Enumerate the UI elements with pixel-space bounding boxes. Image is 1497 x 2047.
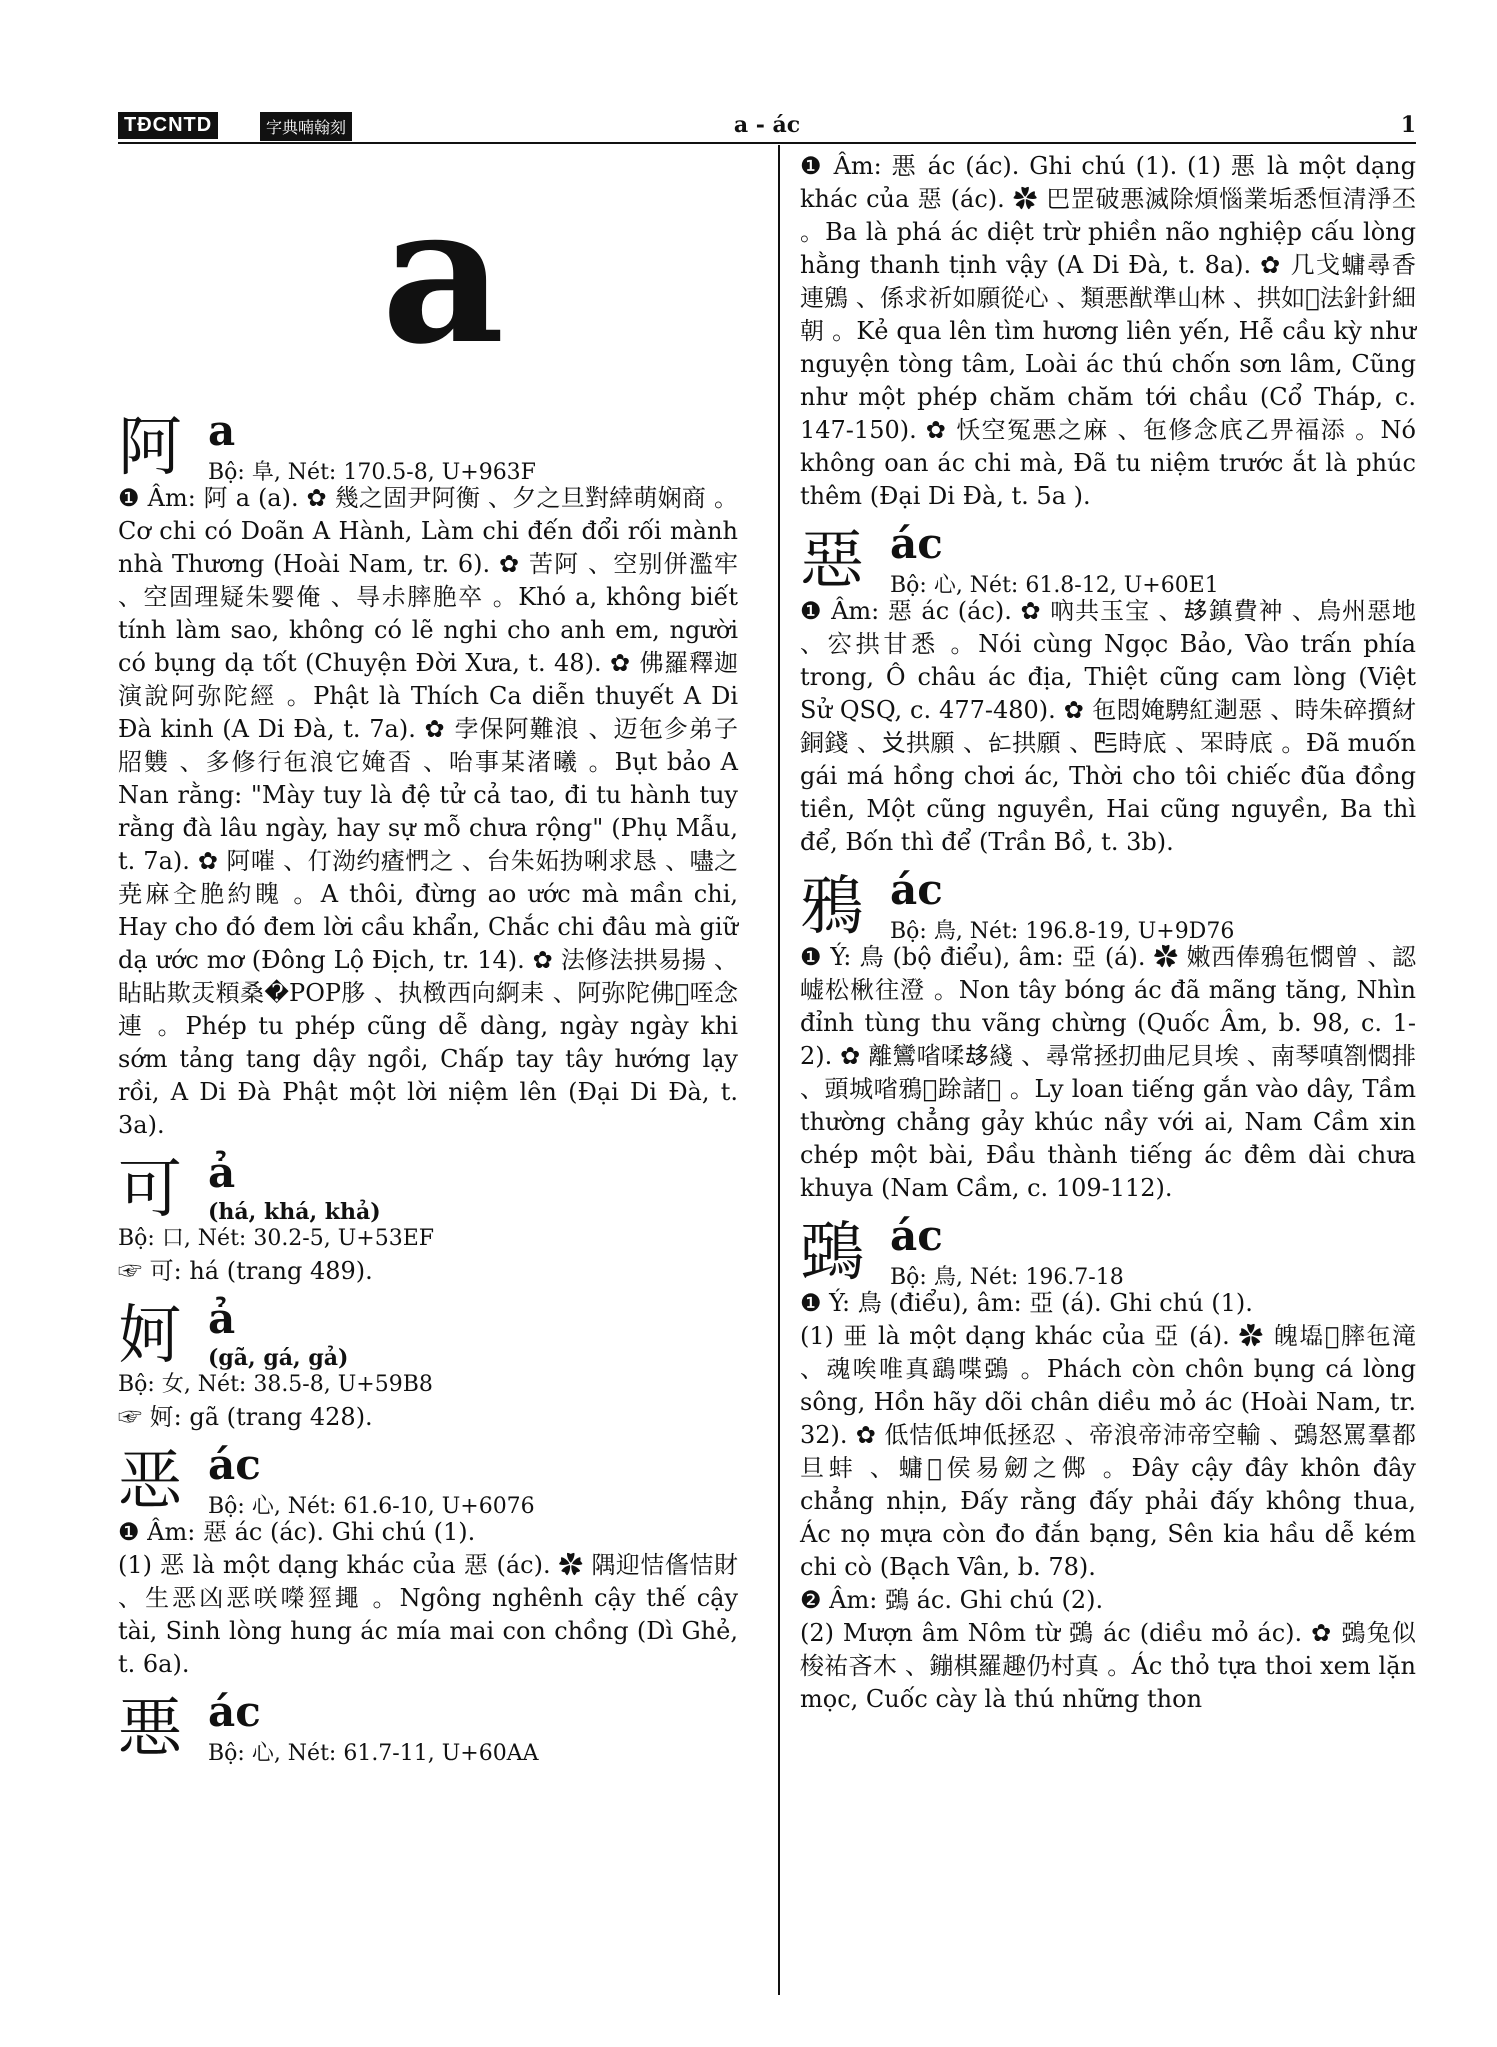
entry-head bbox=[800, 865, 1416, 944]
alternate-readings: (há, khá, khả) bbox=[208, 1199, 381, 1225]
headword-reading: ác bbox=[890, 519, 943, 568]
logo: TĐCNTD bbox=[118, 112, 218, 139]
note-text: (1) 亜 là một dạng khác của 亞 (á). ✿ 魄𡓃𡽫膟㐌滝 、魂唉唯真鷂喋鵶 。Phách còn chôn bụng cá lòng sông, Hồn hãy dõi chân diều mỏ ác (Hoài Nam, tr. 32). ✿ 低恄低坤低拯忍 、帝浪帝沛帝空輸 、鵶怒罵羣都旦蚌 、䗤𡗉侯易劒之䣏 。Đây cậy đây khôn đây chẳng nhịn, Đấy rằng đấy phải đấy không thua, Ác nọ mựa còn đo đắn bạng, Sên kia hầu dễ kém chi cò (Bạch Vân, b. 78). bbox=[800, 1322, 1416, 1581]
radical-info: Bộ: 女, Nét: 38.5-8, U+59B8 bbox=[118, 1372, 433, 1397]
radical-info: Bộ: 鳥, Nét: 196.8-19, U+9D76 bbox=[890, 919, 1235, 944]
headword-reading: ác bbox=[208, 1440, 261, 1489]
sense-text-2: ❷ Âm: 鵶 ác. Ghi chú (2). bbox=[800, 1586, 1104, 1614]
headword-reading: ác bbox=[890, 1211, 943, 1260]
entry bbox=[800, 519, 1416, 859]
entry-continuation bbox=[800, 150, 1416, 513]
section-letter: a bbox=[381, 163, 505, 386]
page-title: a - ác bbox=[733, 112, 801, 138]
radical-info: Bộ: 心, Nét: 61.8-12, U+60E1 bbox=[890, 573, 1219, 598]
headword-reading: ả bbox=[208, 1294, 236, 1343]
entry-head bbox=[118, 406, 738, 485]
entry bbox=[118, 1148, 738, 1288]
alternate-readings: (gã, gá, gả) bbox=[208, 1345, 349, 1371]
headword-han: 鴉 bbox=[800, 870, 864, 944]
headword-han: 鵶 bbox=[800, 1216, 864, 1290]
headword-reading: a bbox=[208, 406, 236, 455]
headword-reading: ả bbox=[208, 1148, 236, 1197]
headword-han: 惡 bbox=[800, 524, 864, 598]
radical-info: Bộ: 鳥, Nét: 196.7-18 bbox=[890, 1265, 1124, 1290]
sense-text: ❶ Âm: 惡 ác (ác). ✿ 吶共玉宝 、𠫾鎮費衶 、烏州惡地 、㝐拱甘悉 。Nói cùng Ngọc Bảo, Vào trấn phía trong, Ô châu ác địa, Thiệt cũng cam lòng (Việt Sử QSQ, c. 477-480). ✿ 㐌悶㛪騁紅𨔈惡 、時朱碎㩫䊷銅錢 、𠬠拱願 、𠄩拱願 、𠀧時底 、𦊚時底 。Đã muốn gái má hồng chơi ác, Thời cho tôi chiếc đũa đồng tiền, Một cũng nguyền, Hai cũng nguyền, Ba thì để, Bốn thì để (Trần Bồ, t. 3b). bbox=[800, 597, 1416, 856]
cross-reference: ☞ 可: há (trang 489). bbox=[118, 1257, 373, 1285]
page-header bbox=[118, 112, 1416, 144]
entry bbox=[800, 1211, 1416, 1716]
radical-info: Bộ: 心, Nét: 61.7-11, U+60AA bbox=[208, 1741, 539, 1766]
logo-secondary: 字典喃翰刻 bbox=[260, 112, 352, 141]
entry-head bbox=[800, 519, 1416, 598]
column-divider bbox=[778, 145, 780, 1995]
sense-text: ❶ Ý: 鳥 (điểu), âm: 亞 (á). Ghi chú (1). bbox=[800, 1289, 1253, 1317]
entry-head bbox=[118, 1148, 738, 1227]
radical-info: Bộ: 阜, Nét: 170.5-8, U+963F bbox=[208, 460, 536, 485]
left-column bbox=[118, 150, 738, 1766]
radical-info: Bộ: 口, Nét: 30.2-5, U+53EF bbox=[118, 1226, 435, 1251]
headword-han: 恶 bbox=[118, 1445, 182, 1519]
note-text: (1) 恶 là một dạng khác của 惡 (ác). ✿ 隅迎恄㑾恄財 、生恶凶恶咲㘇㹵䵷 。Ngông nghênh cậy thế cậy tài, Sinh lòng hung ác mía mai con chồng (Dì Ghẻ, t. 6a). bbox=[118, 1551, 738, 1678]
entry bbox=[800, 865, 1416, 1205]
headword-reading: ác bbox=[208, 1687, 261, 1736]
entry-head bbox=[118, 1440, 738, 1519]
sense-text: ❶ Âm: 惡 ác (ác). Ghi chú (1). bbox=[118, 1518, 476, 1546]
sense-text: ❶ Âm: 悪 ác (ác). Ghi chú (1). (1) 悪 là một dạng khác của 惡 (ác). ✿ 巴罡破悪滅除煩惱業垢悉恒清淨丕 。Ba là phá ác diệt trừ phiền não nghiệp cấu lòng hằng thanh tịnh vậy (A Di Đà, t. 8a). ✿ 几戈䗤尋香連鶂 、係求祈如願從心 、類悪猷準山林 、拱如𢧚法針針細朝 。Kẻ qua lên tìm hương liên yến, Hễ cầu kỳ như nguyện tòng tâm, Loài ác thú chốn sơn lâm, Cũng như một phép chăm chăm tới chầu (Cổ Tháp, c. 147-150). ✿ 㤇空冤悪之麻 、㐌修念㡳乙畀福添 。Nó không oan ác chi mà, Đã tu niệm trước ắt là phúc thêm (Đại Di Đà, t. 5a ). bbox=[800, 152, 1416, 510]
entry-head bbox=[118, 1294, 738, 1373]
headword-reading: ác bbox=[890, 865, 943, 914]
entry bbox=[118, 1687, 738, 1766]
entry bbox=[118, 406, 738, 1142]
cross-reference: ☞ 妸: gã (trang 428). bbox=[118, 1403, 373, 1431]
headword-han: 妸 bbox=[118, 1299, 182, 1373]
right-column bbox=[800, 150, 1416, 1716]
sense-text: ❶ Âm: 阿 a (a). ✿ 幾之固尹阿衡 、夕之旦對緈萌娴商 。Cơ chi có Doãn A Hành, Làm chi đến đổi rối mành nhà Thương (Hoài Nam, tr. 6). ✿ 苦阿 、空别併濫牢 、空固理疑朱婴俺 、㝵尗膟脃卒 。Khó a, không biết tính làm sao, không có lẽ nghi cho anh em, người có bụng dạ tốt (Chuyện Đời Xưa, t. 48). ✿ 佛羅釋迦演說阿弥陀經 。Phật là Thích Ca diễn thuyết A Di Đà kinh (A Di Đà, t. 7a). ✿ 孛保阿難浪 、迈㐌㐱弟子牊䨇 、多修行㐌浪它㛪㫘 、咍事某渚曦 。Bụt bảo A Nan rằng: "Mày tuy là đệ tử cả tao, đi tu hành tuy rằng đà lâu ngày, hay sự mỗ chưa rộng" (Phụ Mẫu, t. 7a). ✿ 阿嗺 、仃泑约㾴㥃之 、台朱妬㧑唎求恳 、嚍之尭麻㒰脃約䁛 。A thôi, đừng ao ước mà mần chi, Hay cho đó đem lời cầu khẩn, Chắc chi đâu mà giữ dạ ước mơ (Đông Lộ Địch, tr. 14). ✿ 法修法拱易揚 、䀡䀡欺㶣頪桑�POP䏧 、执㮹西向䋪耒 、阿弥陀佛𠳒咥念連 。Phép tu phép cũng dễ dàng, ngày ngày khi sớm tảng tang dậy ngồi, Chấp tay tây hướng lạy rồi, A Di Đà Phật một lời niệm lên (Đại Di Đà, t. 3a). bbox=[118, 484, 738, 1139]
page-number: 1 bbox=[1400, 112, 1416, 138]
entry-head bbox=[800, 1211, 1416, 1290]
entry bbox=[118, 1294, 738, 1434]
sense-text: ❶ Ý: 鳥 (bộ điểu), âm: 亞 (á). ✿ 嫩西俸鴉㐌㦖曾 、認㠊松楸往澄 。Non tây bóng ác đã mãng tăng, Nhìn đỉnh tùng thu vãng chừng (Quốc Âm, b. 98, c. 1-2). ✿ 離鸞㗂㖻𠫾綫 、尋常拯㧅曲尼貝埃 、南琴嗔劄㦖排 、頭城㗂鴉𦛌䟻諸𡗶 。Ly loan tiếng gắn vào dây, Tầm thường chẳng gảy khúc nầy với ai, Nam Cầm xin chép một bài, Đầu thành tiếng ác đêm dài chưa khuya (Nam Cầm, c. 109-112). bbox=[800, 943, 1416, 1202]
entry bbox=[118, 1440, 738, 1681]
headword-han: 可 bbox=[118, 1153, 182, 1227]
radical-info: Bộ: 心, Nét: 61.6-10, U+6076 bbox=[208, 1494, 535, 1519]
entry-head bbox=[118, 1687, 738, 1766]
headword-han: 悪 bbox=[118, 1692, 182, 1766]
note-text-2: (2) Mượn âm Nôm từ 鵶 ác (diều mỏ ác). ✿ 鵶兔似梭祐吝木 、鏰棋羅趣仍村真 。Ác thỏ tựa thoi xem lặn mọc, Cuốc cày là thú những thon bbox=[800, 1619, 1416, 1713]
headword-han: 阿 bbox=[118, 411, 182, 485]
